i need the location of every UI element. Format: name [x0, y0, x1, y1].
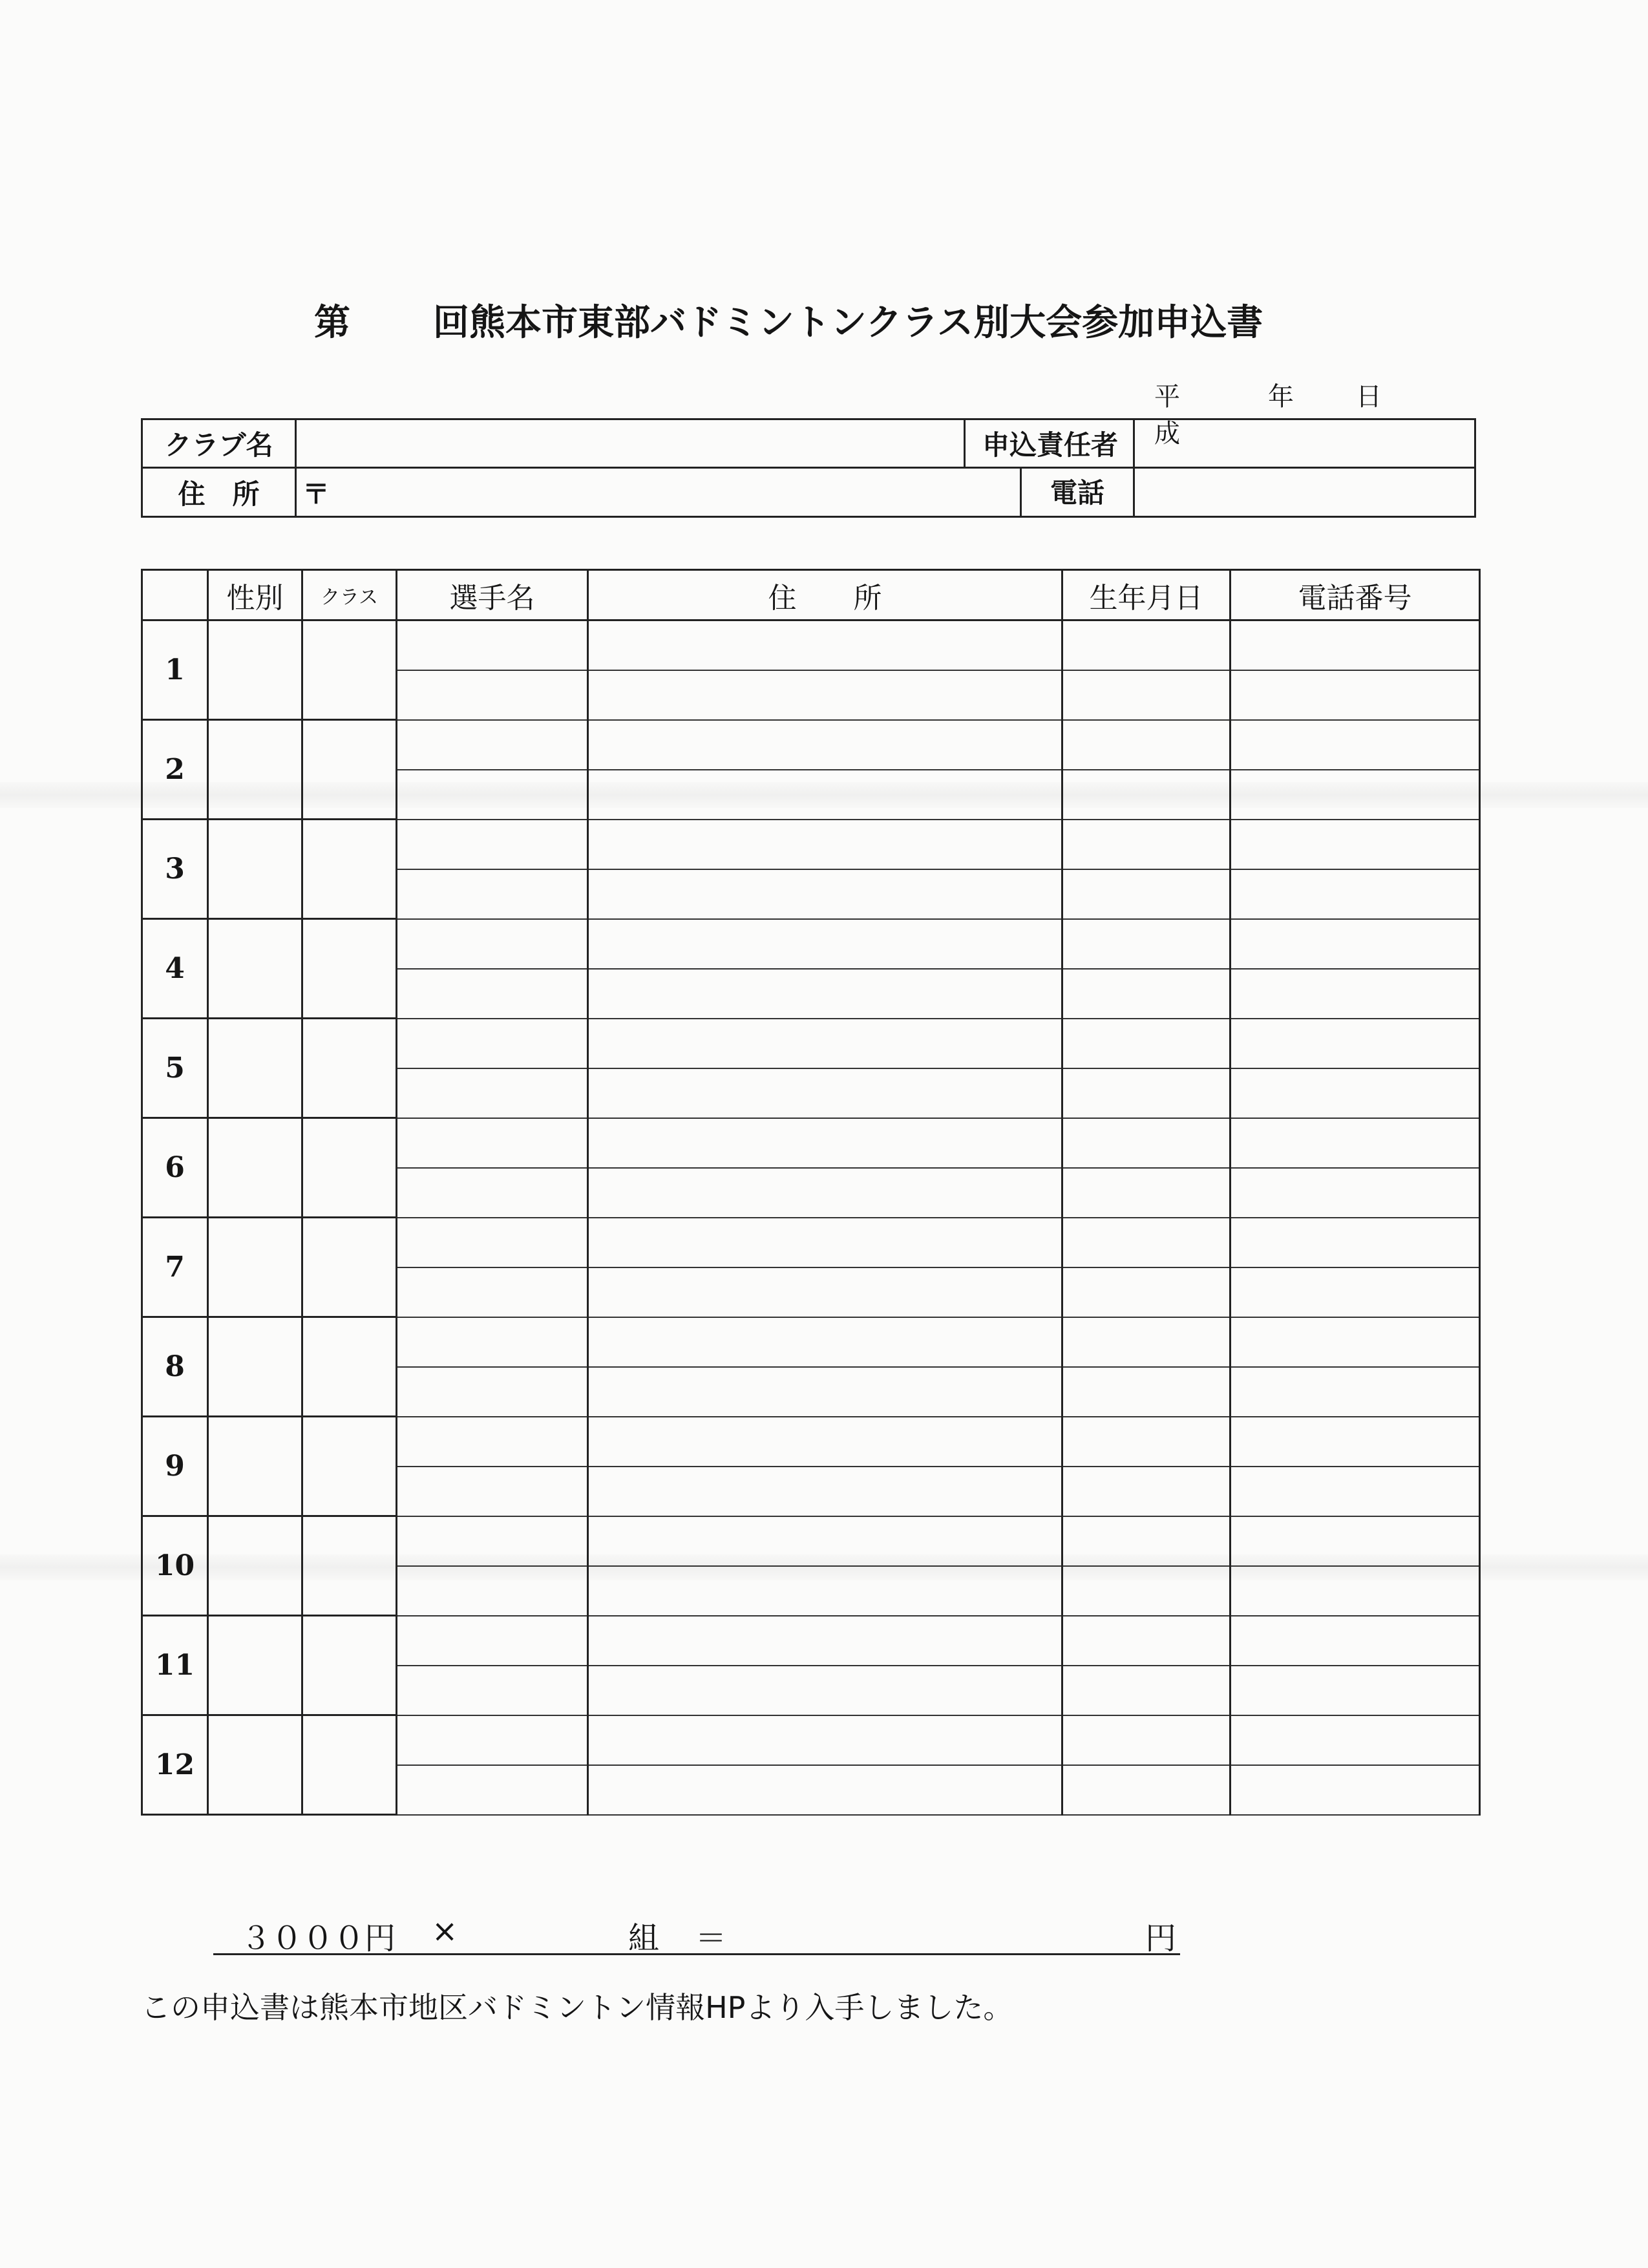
- phone-cell[interactable]: [1231, 1417, 1480, 1467]
- phone-cell[interactable]: [1231, 670, 1480, 720]
- date-year: 年: [1268, 382, 1294, 412]
- fee-equals: ＝: [695, 1920, 727, 1956]
- address-cell[interactable]: [588, 720, 1062, 770]
- header-class: クラス: [302, 570, 397, 620]
- player-name-cell[interactable]: [397, 1765, 588, 1815]
- player-name-cell[interactable]: [397, 1068, 588, 1118]
- title-prefix: 第: [314, 301, 350, 344]
- date-day: 日: [1356, 382, 1382, 412]
- gender-cell[interactable]: [208, 919, 302, 1019]
- fee-yen: 円: [1145, 1920, 1177, 1956]
- row-number: 7: [142, 1218, 208, 1317]
- gender-cell[interactable]: [208, 1019, 302, 1118]
- birthdate-cell[interactable]: [1062, 1168, 1231, 1218]
- address-label: 住 所: [178, 478, 260, 510]
- phone-cell[interactable]: [1231, 1019, 1480, 1068]
- phone-cell[interactable]: [1231, 1566, 1480, 1616]
- phone-cell[interactable]: [1231, 770, 1480, 820]
- gender-cell[interactable]: [208, 1317, 302, 1417]
- birthdate-cell[interactable]: [1062, 1367, 1231, 1417]
- header-address: 住 所: [588, 570, 1062, 620]
- row-number: 5: [142, 1019, 208, 1118]
- class-cell[interactable]: [302, 1715, 397, 1815]
- address-cell[interactable]: [588, 820, 1062, 869]
- gender-cell[interactable]: [208, 1516, 302, 1616]
- phone-cell[interactable]: [1231, 919, 1480, 969]
- class-cell[interactable]: [302, 720, 397, 820]
- phone-cell[interactable]: [1231, 1765, 1480, 1815]
- class-cell[interactable]: [302, 1616, 397, 1715]
- table-row: [142, 820, 1480, 869]
- phone-cell[interactable]: [1231, 1118, 1480, 1168]
- player-name-cell[interactable]: [397, 1616, 588, 1666]
- responsible-field[interactable]: [1137, 420, 1474, 467]
- phone-cell[interactable]: [1231, 1168, 1480, 1218]
- row-number: 10: [142, 1516, 208, 1616]
- class-cell[interactable]: [302, 1417, 397, 1516]
- class-cell[interactable]: [302, 620, 397, 720]
- phone-cell[interactable]: [1231, 1367, 1480, 1417]
- gender-cell[interactable]: [208, 820, 302, 919]
- row-number: 6: [142, 1118, 208, 1218]
- gender-cell[interactable]: [208, 1715, 302, 1815]
- phone-cell[interactable]: [1231, 869, 1480, 919]
- address-cell[interactable]: [588, 1616, 1062, 1666]
- table-row: [142, 1616, 1480, 1666]
- date-era: 平成: [1154, 382, 1180, 449]
- player-name-cell[interactable]: [397, 869, 588, 919]
- address-cell[interactable]: [588, 919, 1062, 969]
- header-player-name: 選手名: [397, 570, 588, 620]
- gender-cell[interactable]: [208, 720, 302, 820]
- birthdate-cell[interactable]: [1062, 720, 1231, 770]
- class-cell[interactable]: [302, 1516, 397, 1616]
- player-name-cell[interactable]: [397, 1666, 588, 1715]
- header-birthdate: 生年月日: [1062, 570, 1231, 620]
- player-name-cell[interactable]: [397, 1019, 588, 1068]
- class-cell[interactable]: [302, 1019, 397, 1118]
- birthdate-cell[interactable]: [1062, 670, 1231, 720]
- table-row: [142, 1019, 1480, 1068]
- address-cell[interactable]: [588, 1516, 1062, 1566]
- address-cell[interactable]: [588, 1367, 1062, 1417]
- phone-cell[interactable]: [1231, 969, 1480, 1019]
- row-number: 1: [142, 620, 208, 720]
- row-number: 8: [142, 1317, 208, 1417]
- player-name-cell[interactable]: [397, 1218, 588, 1267]
- player-name-cell[interactable]: [397, 620, 588, 670]
- player-name-cell[interactable]: [397, 1516, 588, 1566]
- address-cell[interactable]: [588, 1118, 1062, 1168]
- table-header-row: [142, 570, 1480, 620]
- address-cell[interactable]: [588, 1666, 1062, 1715]
- player-name-cell[interactable]: [397, 1566, 588, 1616]
- table-row: [142, 919, 1480, 969]
- birthdate-cell[interactable]: [1062, 1765, 1231, 1815]
- player-name-cell[interactable]: [397, 720, 588, 770]
- birthdate-cell[interactable]: [1062, 1218, 1231, 1267]
- player-name-cell[interactable]: [397, 1715, 588, 1765]
- phone-cell[interactable]: [1231, 1317, 1480, 1367]
- birthdate-cell[interactable]: [1062, 1068, 1231, 1118]
- birthdate-cell[interactable]: [1062, 1467, 1231, 1516]
- birthdate-cell[interactable]: [1062, 1417, 1231, 1467]
- source-note: この申込書は熊本市地区バドミントン情報HPより入手しました。: [141, 1990, 1013, 2025]
- phone-cell[interactable]: [1231, 620, 1480, 670]
- birthdate-cell[interactable]: [1062, 869, 1231, 919]
- player-name-cell[interactable]: [397, 1467, 588, 1516]
- player-name-cell[interactable]: [397, 670, 588, 720]
- fee-times: ×: [432, 1913, 458, 1949]
- address-cell[interactable]: [588, 1019, 1062, 1068]
- player-table: [141, 569, 1481, 1816]
- gender-cell[interactable]: [208, 1118, 302, 1218]
- gender-cell[interactable]: [208, 620, 302, 720]
- player-name-cell[interactable]: [397, 770, 588, 820]
- address-cell[interactable]: [588, 1417, 1062, 1467]
- birthdate-cell[interactable]: [1062, 1566, 1231, 1616]
- address-cell[interactable]: [588, 770, 1062, 820]
- phone-field[interactable]: [1135, 467, 1474, 516]
- gender-cell[interactable]: [208, 1218, 302, 1317]
- birthdate-cell[interactable]: [1062, 1118, 1231, 1168]
- fee-unit: 組: [628, 1920, 660, 1956]
- header-number: [142, 570, 208, 620]
- address-cell[interactable]: [588, 969, 1062, 1019]
- header-phone: 電話番号: [1231, 570, 1480, 620]
- table-row: [142, 1715, 1480, 1765]
- row-number: 4: [142, 919, 208, 1019]
- class-cell[interactable]: [302, 1218, 397, 1317]
- row-number: 11: [142, 1616, 208, 1715]
- birthdate-cell[interactable]: [1062, 1267, 1231, 1317]
- address-cell[interactable]: [588, 1317, 1062, 1367]
- class-cell[interactable]: [302, 919, 397, 1019]
- player-name-cell[interactable]: [397, 1118, 588, 1168]
- player-name-cell[interactable]: [397, 969, 588, 1019]
- address-cell[interactable]: [588, 620, 1062, 670]
- phone-cell[interactable]: [1231, 1666, 1480, 1715]
- player-name-cell[interactable]: [397, 1417, 588, 1467]
- row-number: 2: [142, 720, 208, 820]
- phone-cell[interactable]: [1231, 820, 1480, 869]
- phone-cell[interactable]: [1231, 1516, 1480, 1566]
- player-name-cell[interactable]: [397, 1317, 588, 1367]
- birthdate-cell[interactable]: [1062, 1019, 1231, 1068]
- fee-amount: ３０００円: [240, 1920, 396, 1956]
- club-name-field[interactable]: [297, 420, 964, 467]
- birthdate-cell[interactable]: [1062, 919, 1231, 969]
- player-name-cell[interactable]: [397, 919, 588, 969]
- address-cell[interactable]: [588, 1765, 1062, 1815]
- row-number: 3: [142, 820, 208, 919]
- phone-cell[interactable]: [1231, 1616, 1480, 1666]
- phone-cell[interactable]: [1231, 720, 1480, 770]
- birthdate-cell[interactable]: [1062, 620, 1231, 670]
- class-cell[interactable]: [302, 1317, 397, 1417]
- phone-label: 電話: [1050, 477, 1104, 509]
- player-name-cell[interactable]: [397, 1168, 588, 1218]
- row-number: 9: [142, 1417, 208, 1516]
- table-row: [142, 1118, 1480, 1168]
- table-row: [142, 720, 1480, 770]
- address-cell[interactable]: [588, 670, 1062, 720]
- phone-cell[interactable]: [1231, 1267, 1480, 1317]
- header-gender: 性別: [208, 570, 302, 620]
- address-cell[interactable]: [588, 1168, 1062, 1218]
- birthdate-cell[interactable]: [1062, 1616, 1231, 1666]
- birthdate-cell[interactable]: [1062, 1516, 1231, 1566]
- class-cell[interactable]: [302, 820, 397, 919]
- responsible-label: 申込責任者: [982, 429, 1118, 461]
- phone-cell[interactable]: [1231, 1068, 1480, 1118]
- address-cell[interactable]: [588, 1467, 1062, 1516]
- table-row: [142, 1317, 1480, 1367]
- birthdate-cell[interactable]: [1062, 820, 1231, 869]
- table-row: [142, 1417, 1480, 1467]
- birthdate-cell[interactable]: [1062, 969, 1231, 1019]
- fee-underline: [213, 1953, 1180, 1955]
- table-row: [142, 1516, 1480, 1566]
- birthdate-cell[interactable]: [1062, 770, 1231, 820]
- birthdate-cell[interactable]: [1062, 1317, 1231, 1367]
- birthdate-cell[interactable]: [1062, 1666, 1231, 1715]
- phone-cell[interactable]: [1231, 1715, 1480, 1765]
- club-name-label: クラブ名: [164, 429, 273, 461]
- gender-cell[interactable]: [208, 1417, 302, 1516]
- address-cell[interactable]: [588, 1267, 1062, 1317]
- row-number: 12: [142, 1715, 208, 1815]
- address-cell[interactable]: [588, 869, 1062, 919]
- player-name-cell[interactable]: [397, 820, 588, 869]
- address-cell[interactable]: [588, 1566, 1062, 1616]
- postal-mark: 〒: [302, 478, 330, 510]
- address-field[interactable]: [335, 469, 1133, 516]
- address-cell[interactable]: [588, 1068, 1062, 1118]
- gender-cell[interactable]: [208, 1616, 302, 1715]
- address-cell[interactable]: [588, 1218, 1062, 1267]
- phone-cell[interactable]: [1231, 1218, 1480, 1267]
- title-main: 回熊本市東部バドミントンクラス別大会参加申込書: [433, 301, 1263, 344]
- phone-cell[interactable]: [1231, 1467, 1480, 1516]
- player-name-cell[interactable]: [397, 1367, 588, 1417]
- table-row: [142, 1218, 1480, 1267]
- class-cell[interactable]: [302, 1118, 397, 1218]
- birthdate-cell[interactable]: [1062, 1715, 1231, 1765]
- table-row: [142, 620, 1480, 670]
- player-name-cell[interactable]: [397, 1267, 588, 1317]
- address-cell[interactable]: [588, 1715, 1062, 1765]
